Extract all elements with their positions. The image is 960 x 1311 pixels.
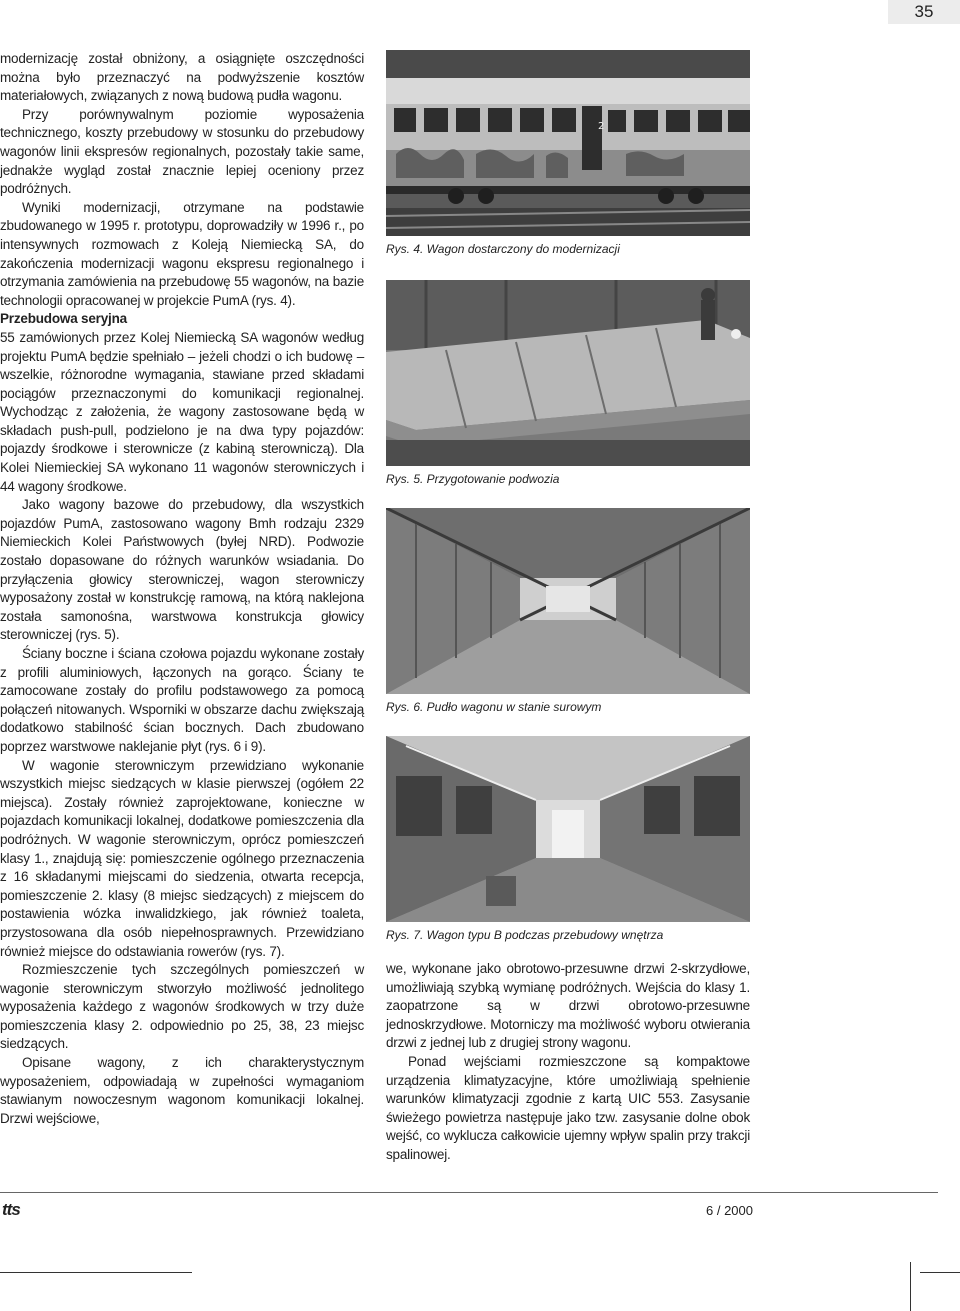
paragraph: Jako wagony bazowe do przebudowy, dla wszystkich pojazdów PumA, zastosowano wagony Bmh rodzaju 2329 Niemieckich Kolei Państwowych (byłej NRD). Podwozie zostało dopasowane do różnych warunków wsiadania. Do przyłączenia głowicy sterowniczej, wagon sterowniczy wyposażony został w konstrukcję ramową, na którą naklejona została samonośna, warstwowa konstrukcja głowicy sterowniczej (rys. 5). — [0, 497, 364, 643]
footer-divider — [0, 1192, 938, 1193]
crop-mark — [0, 1272, 192, 1273]
paragraph: Ściany boczne i ściana czołowa pojazdu wykonane zostały z profili aluminiowych, łączonych na gorąco. Ściany te zamocowane zostały do profilu podstawowego za pomocą połączeń nitowanych. Wsporniki w obszarze dachu zwiększają dodatkowo stabilność ścian bocznych. Dach zbudowano poprzez warstwowe naklejanie płyt (rys. 6 i 9). — [0, 646, 364, 754]
car-body-raw-photo — [386, 508, 750, 694]
paragraph: we, wykonane jako obrotowo-przesuwne drzwi 2-skrzydłowe, umożliwiają szybką wymianę podróżnych. Wejścia do klasy 1. zaopatrzone są w drzwi obrotowo-przesuwne jednoskrzydłowe. Motorniczy ma możliwość wyboru otwierania drzwi z jednej lub z drugiej strony wagonu. — [386, 961, 750, 1051]
paragraph: Przy porównywalnym poziomie wyposażenia technicznego, koszty przebudowy w stosunku do przebudowy wagonów linii ekspresów regionalnych, pozostały takie same, jednakże wygląd został znacznie lepiej oceniony przez podróżnych. — [0, 106, 364, 197]
figure-7-photo — [386, 736, 750, 922]
issue-number: 6 / 2000 — [706, 1203, 753, 1218]
figure-5-caption: Rys. 5. Przygotowanie podwozia — [386, 472, 560, 486]
page-number: 35 — [888, 0, 960, 24]
paragraph: 55 zamówionych przez Kolej Niemiecką SA wagonów według projektu PumA będzie spełniało – jeżeli chodzi o ich budowę – wszelkie, różnorodne wymagania, stawiane przed składami pociągów przeznaczonymi do komunikacji regionalnej. Wychodząc z założenia, że wagony zastosowane będą w składach push-pull, podzielono je na dwa typy pojazdów: pojazdy środkowe i sterownicze (z kabiną sterowniczą). Dla Kolei Niemieckiej SA wykonano 11 wagonów sterowniczych i 44 wagony środkowe. — [0, 329, 364, 494]
chassis-workshop-photo — [386, 280, 750, 466]
section-heading: Przebudowa seryjna — [0, 311, 127, 327]
car-number: 2 — [598, 121, 605, 132]
crop-mark — [920, 1272, 960, 1273]
paragraph: W wagonie sterowniczym przewidziano wykonanie wszystkich miejsc siedzących w klasie pierwszej (ogółem 22 miejsca). Zostały również zaprojektowane, konieczne w pojazdach komunikacji lokalnej, dodatkowe pomieszczenia dla podróżnych. W wagonie sterowniczym, oprócz pomieszczeń klasy 1., znajdują się: pomieszczenie ogólnego przeznaczenia z 16 składanymi miejscami do siedzenia, otwarta recepcja, pomieszczenie 2. klasy (8 miejsc siedzących) z miejscem do postawienia wózka inwalidzkiego, jak również toaleta, przystosowana dla osób niepełnosprawnych. Przewidziano również miejsce do odstawiania rowerów (rys. 7). — [0, 757, 364, 959]
interior-rebuild-photo — [386, 736, 750, 922]
figure-4-photo — [386, 50, 750, 236]
paragraph: modernizację został obniżony, a osiągnięte oszczędności można było przeznaczyć na podwyższenie kosztów materiałowych, związanych z nową budową pudła wagonu. — [0, 51, 364, 104]
figure-6-photo — [386, 508, 750, 694]
figure-6-caption: Rys. 6. Pudło wagonu w stanie surowym — [386, 700, 602, 714]
left-column — [0, 50, 364, 1128]
paragraph: Ponad wejściami rozmieszczone są kompaktowe urządzenia klimatyzacyjne, które umożliwiają spełnienie warunków klimatyzacji zgodnie z kartą UIC 553. Zasysanie świeżego powietrza następuje jako tzw. zasysanie dolne obok wejść, co wyklucza całkowicie ujemny wpływ spalin przy trakcji spalinowej. — [386, 1053, 750, 1162]
figure-7-caption: Rys. 7. Wagon typu B podczas przebudowy wnętrza — [386, 928, 664, 942]
figure-5-photo — [386, 280, 750, 466]
paragraph: Rozmieszczenie tych szczególnych pomieszczeń w wagonie sterowniczym stworzyło możliwość jednolitego wyposażenia każdego z wagonów środkowych w trzy duże pomieszczenia klasy 2. odpowiednio po 25, 38, 23 miejsc siedzących. — [0, 962, 364, 1052]
right-column — [386, 960, 750, 1165]
paragraph: Wyniki modernizacji, otrzymane na podstawie zbudowanego w 1995 r. prototypu, doprowadziły w 1996 r., po intensywnych rozmowach z Koleją Niemiecką SA, do zakończenia modernizacji wagonu ekspresu regionalnego i otrzymania zamówienia na przebudowę 55 wagonów, na bazie technologii opracowanej w projekcie PumA (rys. 4). — [0, 199, 364, 308]
crop-mark — [910, 1262, 911, 1311]
paragraph: Opisane wagony, z ich charakterystycznym wyposażeniem, odpowiadają w zupełności wymaganiom stawianym nowoczesnym wagonom komunikacji lokalnej. Drzwi wejściowe, — [0, 1055, 364, 1126]
footer-logo: tts — [2, 1200, 20, 1219]
train-car-photo — [386, 50, 750, 236]
figure-4-caption: Rys. 4. Wagon dostarczony do modernizacji — [386, 242, 620, 256]
